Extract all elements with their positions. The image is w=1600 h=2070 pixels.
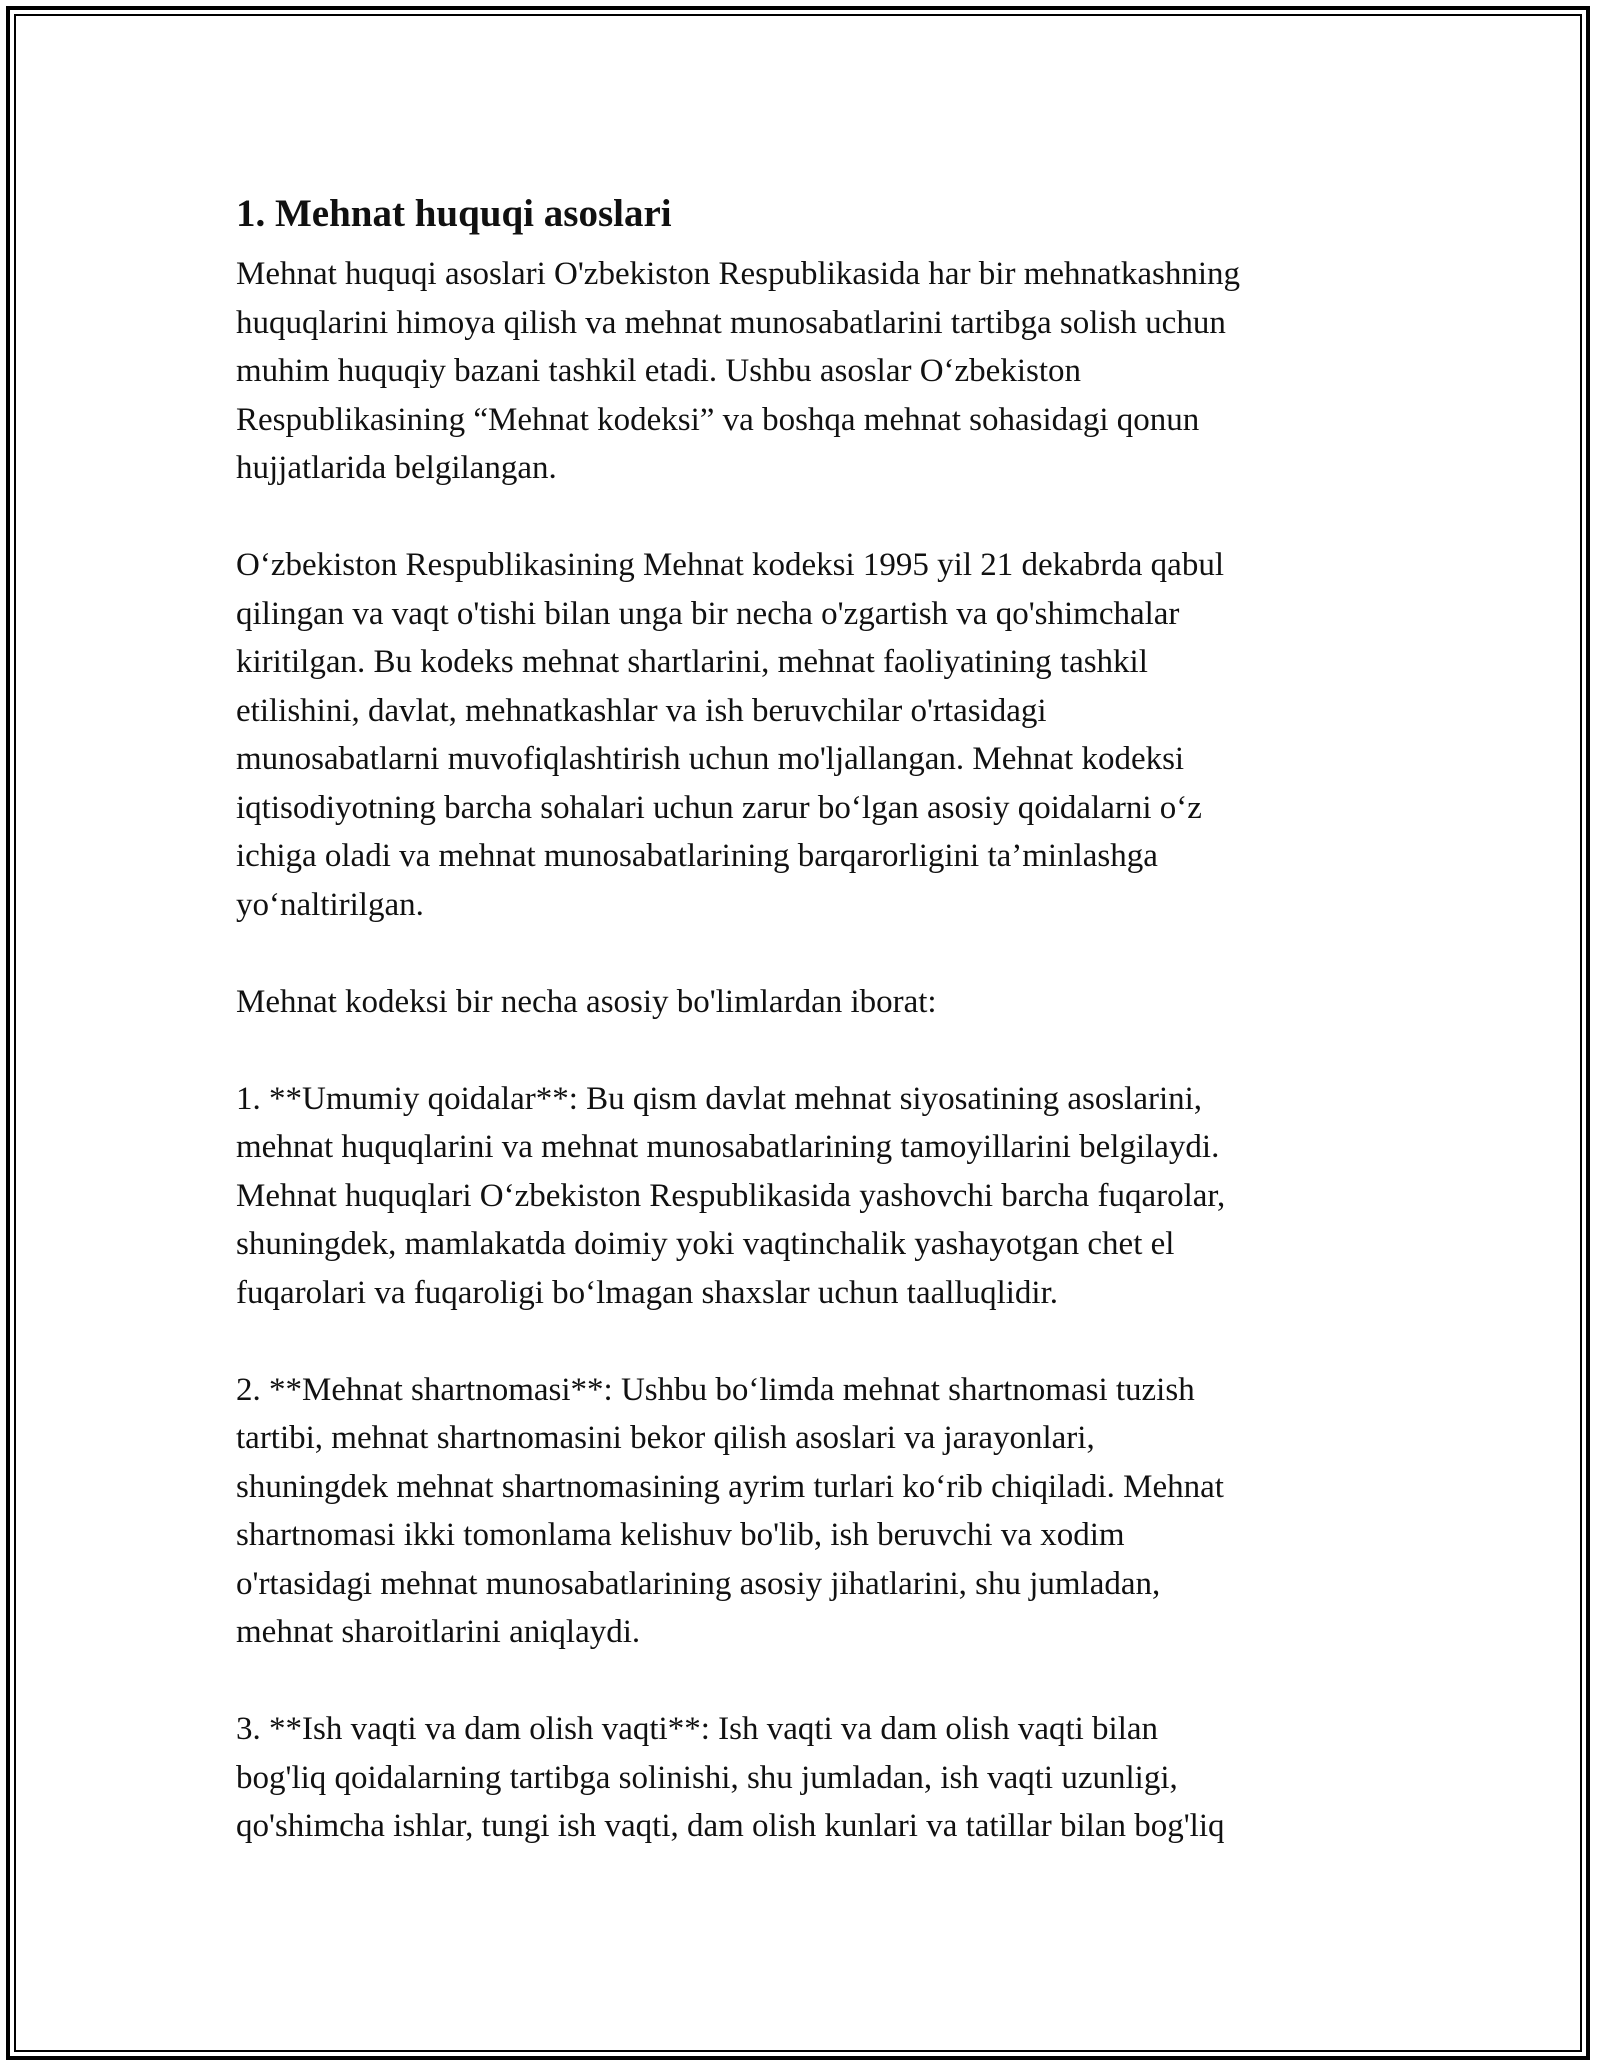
text-line: iqtisodiyotning barcha sohalari uchun zarur bo‘lgan asosiy qoidalarni o‘z bbox=[236, 789, 1202, 826]
paragraph-intro bbox=[236, 250, 1366, 493]
text-line: shuningdek, mamlakatda doimiy yoki vaqtinchalik yashayotgan chet el bbox=[236, 1226, 1175, 1262]
text-line: 2. **Mehnat shartnomasi**: Ushbu bo‘limda mehnat shartnomasi tuzish bbox=[236, 1371, 1195, 1408]
text-line: yo‘naltirilgan. bbox=[236, 886, 424, 923]
text-line: munosabatlarni muvofiqlashtirish uchun mo'ljallangan. Mehnat kodeksi bbox=[236, 741, 1185, 777]
text-line: qilingan va vaqt o'tishi bilan unga bir necha o'zgartish va qo'shimchalar bbox=[236, 595, 1180, 632]
text-line: kiritilgan. Bu kodeks mehnat shartlarini, mehnat faoliyatining tashkil bbox=[236, 644, 1148, 680]
text-line: etilishini, davlat, mehnatkashlar va ish beruvchilar o'rtasidagi bbox=[236, 692, 1047, 729]
text-line: 3. **Ish vaqti va dam olish vaqti**: Ish vaqti va dam olish vaqti bilan bbox=[236, 1711, 1159, 1747]
text-line: ichiga oladi va mehnat munosabatlarining barqarorligini ta’minlashga bbox=[236, 838, 1158, 874]
text-line: fuqarolari va fuqaroligi bo‘lmagan shaxslar uchun taalluqlidir. bbox=[236, 1274, 1059, 1311]
document-body bbox=[236, 186, 1366, 1899]
text-line: tartibi, mehnat shartnomasini bekor qilish asoslari va jarayonlari, bbox=[236, 1420, 1095, 1456]
section-heading: 1. Mehnat huquqi asoslari bbox=[236, 192, 672, 235]
text-line: shartnomasi ikki tomonlama kelishuv bo'lib, ish beruvchi va xodim bbox=[236, 1517, 1125, 1553]
text-line: bog'liq qoidalarning tartibga solinishi, shu jumladan, ish vaqti uzunligi, bbox=[236, 1759, 1178, 1796]
text-line: O‘zbekiston Respublikasining Mehnat kodeksi 1995 yil 21 dekabrda qabul bbox=[236, 547, 1225, 583]
list-item-general-rules bbox=[236, 1075, 1366, 1318]
text-line: Mehnat kodeksi bir necha asosiy bo'limlardan iborat: bbox=[236, 983, 937, 1020]
text-line: Mehnat huquqlari O‘zbekiston Respublikasida yashovchi barcha fuqarolar, bbox=[236, 1177, 1226, 1214]
text-line: muhim huquqiy bazani tashkil etadi. Ushbu asoslar O‘zbekiston bbox=[236, 353, 1082, 389]
text-line: qo'shimcha ishlar, tungi ish vaqti, dam olish kunlari va tatillar bilan bog'liq bbox=[236, 1808, 1225, 1844]
paragraph-labor-code-history bbox=[236, 541, 1366, 929]
text-line: o'rtasidagi mehnat munosabatlarining asosiy jihatlarini, shu jumladan, bbox=[236, 1565, 1161, 1602]
text-line: 1. **Umumiy qoidalar**: Bu qism davlat mehnat siyosatining asoslarini, bbox=[236, 1080, 1203, 1117]
list-item-employment-contract bbox=[236, 1366, 1366, 1657]
paragraph-sections-intro bbox=[236, 978, 1366, 1027]
text-line: huquqlarini himoya qilish va mehnat munosabatlarini tartibga solish uchun bbox=[236, 304, 1226, 341]
text-line: mehnat sharoitlarini aniqlaydi. bbox=[236, 1614, 641, 1650]
list-item-working-time bbox=[236, 1705, 1366, 1851]
text-line: Mehnat huquqi asoslari O'zbekiston Respublikasida har bir mehnatkashning bbox=[236, 256, 1241, 292]
text-line: Respublikasining “Mehnat kodeksi” va boshqa mehnat sohasidagi qonun bbox=[236, 401, 1200, 438]
text-line: mehnat huquqlarini va mehnat munosabatlarining tamoyillarini belgilaydi. bbox=[236, 1129, 1220, 1165]
text-line: hujjatlarida belgilangan. bbox=[236, 450, 557, 486]
text-line: shuningdek mehnat shartnomasining ayrim turlari ko‘rib chiqiladi. Mehnat bbox=[236, 1468, 1224, 1505]
